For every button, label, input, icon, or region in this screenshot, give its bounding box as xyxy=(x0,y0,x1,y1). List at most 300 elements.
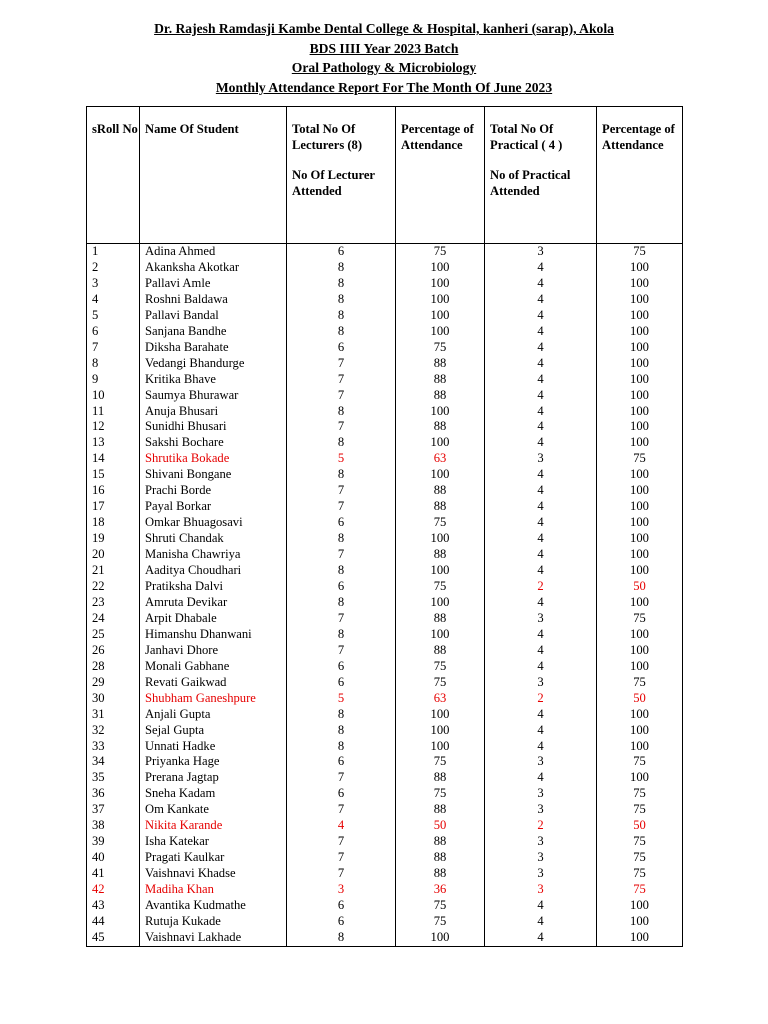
cell-roll: 29 xyxy=(87,675,140,691)
cell-lecture-pct: 88 xyxy=(396,547,485,563)
cell-lectures-attended: 7 xyxy=(287,834,396,850)
cell-lecture-pct: 88 xyxy=(396,834,485,850)
cell-name: Prerana Jagtap xyxy=(140,770,287,786)
cell-name: Arpit Dhabale xyxy=(140,611,287,627)
cell-lecture-pct: 100 xyxy=(396,324,485,340)
table-row xyxy=(87,308,683,324)
cell-roll: 2 xyxy=(87,260,140,276)
cell-name: Shruti Chandak xyxy=(140,531,287,547)
cell-practical-pct: 100 xyxy=(597,515,683,531)
cell-name: Madiha Khan xyxy=(140,882,287,898)
cell-roll: 6 xyxy=(87,324,140,340)
cell-lecture-pct: 75 xyxy=(396,515,485,531)
attendance-table xyxy=(86,106,683,947)
cell-name: Kritika Bhave xyxy=(140,372,287,388)
cell-name: Anjali Gupta xyxy=(140,707,287,723)
cell-lecture-pct: 100 xyxy=(396,627,485,643)
cell-practical-pct: 100 xyxy=(597,276,683,292)
cell-name: Omkar Bhuagosavi xyxy=(140,515,287,531)
cell-practical-pct: 75 xyxy=(597,866,683,882)
cell-lecture-pct: 50 xyxy=(396,818,485,834)
cell-practicals-attended: 4 xyxy=(485,467,597,483)
cell-lectures-attended: 6 xyxy=(287,340,396,356)
col-header-practicals xyxy=(485,107,597,244)
cell-roll: 19 xyxy=(87,531,140,547)
cell-practical-pct: 100 xyxy=(597,356,683,372)
cell-roll: 10 xyxy=(87,388,140,404)
cell-roll: 17 xyxy=(87,499,140,515)
cell-practical-pct: 100 xyxy=(597,419,683,435)
batch-title: BDS IIII Year 2023 Batch xyxy=(309,40,459,56)
table-row xyxy=(87,419,683,435)
cell-lectures-attended: 7 xyxy=(287,802,396,818)
cell-practicals-attended: 4 xyxy=(485,340,597,356)
cell-practical-pct: 50 xyxy=(597,818,683,834)
subject-title: Oral Pathology & Microbiology xyxy=(291,60,477,75)
cell-practicals-attended: 4 xyxy=(485,643,597,659)
cell-practicals-attended: 3 xyxy=(485,882,597,898)
table-row xyxy=(87,356,683,372)
cell-lecture-pct: 88 xyxy=(396,866,485,882)
cell-name: Isha Katekar xyxy=(140,834,287,850)
cell-name: Revati Gaikwad xyxy=(140,675,287,691)
col-header-practicals-attended: No of Practical Attended xyxy=(490,168,571,198)
cell-roll: 35 xyxy=(87,770,140,786)
cell-practicals-attended: 4 xyxy=(485,388,597,404)
cell-roll: 38 xyxy=(87,818,140,834)
cell-lecture-pct: 75 xyxy=(396,579,485,595)
report-header xyxy=(0,19,768,97)
cell-practical-pct: 50 xyxy=(597,579,683,595)
cell-lectures-attended: 3 xyxy=(287,882,396,898)
cell-practical-pct: 100 xyxy=(597,770,683,786)
cell-lectures-attended: 8 xyxy=(287,563,396,579)
cell-lectures-attended: 7 xyxy=(287,866,396,882)
cell-lecture-pct: 100 xyxy=(396,467,485,483)
cell-roll: 41 xyxy=(87,866,140,882)
cell-roll: 16 xyxy=(87,483,140,499)
cell-name: Payal Borkar xyxy=(140,499,287,515)
cell-practicals-attended: 3 xyxy=(485,611,597,627)
table-row xyxy=(87,451,683,467)
cell-practicals-attended: 3 xyxy=(485,866,597,882)
cell-roll: 7 xyxy=(87,340,140,356)
cell-lecture-pct: 100 xyxy=(396,435,485,451)
cell-name: Adina Ahmed xyxy=(140,244,287,260)
cell-lecture-pct: 88 xyxy=(396,419,485,435)
cell-lectures-attended: 7 xyxy=(287,499,396,515)
cell-lectures-attended: 8 xyxy=(287,435,396,451)
cell-lectures-attended: 5 xyxy=(287,691,396,707)
cell-roll: 4 xyxy=(87,292,140,308)
cell-name: Prachi Borde xyxy=(140,483,287,499)
col-header-lectures-attended: No Of Lecturer Attended xyxy=(292,168,375,198)
table-row xyxy=(87,898,683,914)
cell-lecture-pct: 75 xyxy=(396,914,485,930)
cell-lectures-attended: 6 xyxy=(287,515,396,531)
cell-lecture-pct: 100 xyxy=(396,292,485,308)
cell-roll: 34 xyxy=(87,754,140,770)
cell-practical-pct: 100 xyxy=(597,467,683,483)
cell-practical-pct: 100 xyxy=(597,404,683,420)
cell-roll: 26 xyxy=(87,643,140,659)
col-header-lecture-pct: Percentage of Attendance xyxy=(396,107,485,244)
cell-practical-pct: 100 xyxy=(597,388,683,404)
cell-lectures-attended: 6 xyxy=(287,659,396,675)
cell-lectures-attended: 6 xyxy=(287,786,396,802)
cell-roll: 20 xyxy=(87,547,140,563)
table-row xyxy=(87,707,683,723)
table-row xyxy=(87,611,683,627)
cell-lecture-pct: 75 xyxy=(396,675,485,691)
cell-practical-pct: 100 xyxy=(597,499,683,515)
table-row xyxy=(87,547,683,563)
cell-name: Saumya Bhurawar xyxy=(140,388,287,404)
attendance-rows xyxy=(87,244,683,947)
cell-lecture-pct: 88 xyxy=(396,356,485,372)
cell-name: Vaishnavi Lakhade xyxy=(140,930,287,946)
cell-name: Anuja Bhusari xyxy=(140,404,287,420)
cell-lecture-pct: 88 xyxy=(396,372,485,388)
table-row xyxy=(87,723,683,739)
cell-practical-pct: 100 xyxy=(597,372,683,388)
cell-lectures-attended: 8 xyxy=(287,739,396,755)
cell-name: Sneha Kadam xyxy=(140,786,287,802)
cell-roll: 33 xyxy=(87,739,140,755)
cell-practicals-attended: 4 xyxy=(485,260,597,276)
table-row xyxy=(87,324,683,340)
col-header-practicals-total: Total No Of Practical ( 4 ) xyxy=(490,122,563,152)
cell-roll: 9 xyxy=(87,372,140,388)
cell-name: Nikita Karande xyxy=(140,818,287,834)
cell-practicals-attended: 3 xyxy=(485,244,597,260)
cell-name: Unnati Hadke xyxy=(140,739,287,755)
col-header-lectures xyxy=(287,107,396,244)
table-row xyxy=(87,531,683,547)
cell-practical-pct: 75 xyxy=(597,802,683,818)
cell-roll: 37 xyxy=(87,802,140,818)
cell-practicals-attended: 3 xyxy=(485,802,597,818)
cell-roll: 23 xyxy=(87,595,140,611)
table-row xyxy=(87,627,683,643)
cell-lectures-attended: 4 xyxy=(287,818,396,834)
cell-practical-pct: 100 xyxy=(597,739,683,755)
col-header-name: Name Of Student xyxy=(140,107,287,244)
cell-practicals-attended: 4 xyxy=(485,547,597,563)
cell-lectures-attended: 8 xyxy=(287,627,396,643)
cell-lectures-attended: 6 xyxy=(287,675,396,691)
cell-practical-pct: 100 xyxy=(597,324,683,340)
cell-practicals-attended: 4 xyxy=(485,898,597,914)
cell-roll: 15 xyxy=(87,467,140,483)
cell-practical-pct: 100 xyxy=(597,659,683,675)
cell-lecture-pct: 63 xyxy=(396,451,485,467)
cell-roll: 36 xyxy=(87,786,140,802)
table-row xyxy=(87,754,683,770)
cell-lecture-pct: 100 xyxy=(396,723,485,739)
cell-lectures-attended: 7 xyxy=(287,372,396,388)
cell-name: Shrutika Bokade xyxy=(140,451,287,467)
cell-lectures-attended: 7 xyxy=(287,850,396,866)
cell-name: Pratiksha Dalvi xyxy=(140,579,287,595)
cell-lecture-pct: 100 xyxy=(396,563,485,579)
cell-lectures-attended: 7 xyxy=(287,611,396,627)
cell-roll: 25 xyxy=(87,627,140,643)
table-header-row xyxy=(87,107,683,244)
cell-lectures-attended: 6 xyxy=(287,754,396,770)
cell-name: Sejal Gupta xyxy=(140,723,287,739)
cell-practical-pct: 100 xyxy=(597,723,683,739)
cell-lectures-attended: 8 xyxy=(287,404,396,420)
cell-practical-pct: 100 xyxy=(597,627,683,643)
cell-practicals-attended: 4 xyxy=(485,499,597,515)
cell-lecture-pct: 75 xyxy=(396,659,485,675)
cell-lecture-pct: 100 xyxy=(396,308,485,324)
cell-practicals-attended: 4 xyxy=(485,483,597,499)
cell-lectures-attended: 6 xyxy=(287,898,396,914)
cell-roll: 31 xyxy=(87,707,140,723)
table-row xyxy=(87,579,683,595)
cell-practicals-attended: 2 xyxy=(485,579,597,595)
cell-lectures-attended: 8 xyxy=(287,308,396,324)
cell-name: Pragati Kaulkar xyxy=(140,850,287,866)
cell-lecture-pct: 88 xyxy=(396,850,485,866)
cell-practicals-attended: 4 xyxy=(485,770,597,786)
cell-lectures-attended: 7 xyxy=(287,356,396,372)
cell-name: Diksha Barahate xyxy=(140,340,287,356)
cell-practicals-attended: 4 xyxy=(485,930,597,946)
cell-name: Shubham Ganeshpure xyxy=(140,691,287,707)
cell-roll: 44 xyxy=(87,914,140,930)
cell-roll: 1 xyxy=(87,244,140,260)
cell-lectures-attended: 8 xyxy=(287,324,396,340)
cell-name: Roshni Baldawa xyxy=(140,292,287,308)
cell-practical-pct: 75 xyxy=(597,611,683,627)
table-row xyxy=(87,866,683,882)
cell-lectures-attended: 8 xyxy=(287,292,396,308)
cell-roll: 24 xyxy=(87,611,140,627)
cell-lecture-pct: 75 xyxy=(396,786,485,802)
cell-practicals-attended: 4 xyxy=(485,739,597,755)
cell-practicals-attended: 4 xyxy=(485,659,597,675)
table-row xyxy=(87,404,683,420)
cell-practicals-attended: 4 xyxy=(485,356,597,372)
cell-name: Sakshi Bochare xyxy=(140,435,287,451)
cell-practicals-attended: 4 xyxy=(485,372,597,388)
cell-practicals-attended: 3 xyxy=(485,834,597,850)
cell-roll: 21 xyxy=(87,563,140,579)
cell-practicals-attended: 4 xyxy=(485,515,597,531)
cell-lecture-pct: 88 xyxy=(396,483,485,499)
cell-roll: 18 xyxy=(87,515,140,531)
cell-roll: 14 xyxy=(87,451,140,467)
cell-practicals-attended: 4 xyxy=(485,723,597,739)
cell-lecture-pct: 100 xyxy=(396,707,485,723)
cell-practicals-attended: 3 xyxy=(485,786,597,802)
table-row xyxy=(87,372,683,388)
cell-practical-pct: 100 xyxy=(597,707,683,723)
cell-name: Om Kankate xyxy=(140,802,287,818)
cell-lectures-attended: 7 xyxy=(287,388,396,404)
cell-lectures-attended: 7 xyxy=(287,547,396,563)
cell-lectures-attended: 8 xyxy=(287,707,396,723)
cell-practical-pct: 100 xyxy=(597,308,683,324)
college-title: Dr. Rajesh Ramdasji Kambe Dental College & Hospital, kanheri (sarap), Akola xyxy=(154,21,614,36)
cell-practical-pct: 50 xyxy=(597,691,683,707)
cell-practicals-attended: 4 xyxy=(485,914,597,930)
table-row xyxy=(87,595,683,611)
cell-practicals-attended: 2 xyxy=(485,818,597,834)
cell-name: Akanksha Akotkar xyxy=(140,260,287,276)
cell-lectures-attended: 6 xyxy=(287,914,396,930)
cell-lecture-pct: 100 xyxy=(396,739,485,755)
cell-name: Aaditya Choudhari xyxy=(140,563,287,579)
cell-lectures-attended: 7 xyxy=(287,419,396,435)
cell-practicals-attended: 4 xyxy=(485,531,597,547)
cell-roll: 11 xyxy=(87,404,140,420)
table-row xyxy=(87,276,683,292)
cell-roll: 39 xyxy=(87,834,140,850)
cell-lecture-pct: 100 xyxy=(396,276,485,292)
cell-practicals-attended: 3 xyxy=(485,675,597,691)
table-row xyxy=(87,515,683,531)
table-row xyxy=(87,770,683,786)
cell-lecture-pct: 100 xyxy=(396,531,485,547)
table-row xyxy=(87,818,683,834)
cell-name: Vaishnavi Khadse xyxy=(140,866,287,882)
table-row xyxy=(87,802,683,818)
cell-practicals-attended: 4 xyxy=(485,419,597,435)
cell-roll: 5 xyxy=(87,308,140,324)
cell-lecture-pct: 75 xyxy=(396,244,485,260)
table-row xyxy=(87,563,683,579)
cell-lecture-pct: 75 xyxy=(396,754,485,770)
cell-practicals-attended: 4 xyxy=(485,707,597,723)
cell-lectures-attended: 7 xyxy=(287,770,396,786)
table-row xyxy=(87,340,683,356)
col-header-roll: sRoll No xyxy=(87,107,140,244)
table-row xyxy=(87,675,683,691)
cell-name: Pallavi Bandal xyxy=(140,308,287,324)
table-row xyxy=(87,850,683,866)
table-row xyxy=(87,739,683,755)
cell-practical-pct: 75 xyxy=(597,244,683,260)
cell-name: Rutuja Kukade xyxy=(140,914,287,930)
cell-practical-pct: 75 xyxy=(597,850,683,866)
cell-practical-pct: 100 xyxy=(597,531,683,547)
cell-lecture-pct: 88 xyxy=(396,802,485,818)
cell-name: Janhavi Dhore xyxy=(140,643,287,659)
cell-lectures-attended: 8 xyxy=(287,723,396,739)
cell-lecture-pct: 75 xyxy=(396,340,485,356)
cell-lectures-attended: 7 xyxy=(287,643,396,659)
cell-lecture-pct: 88 xyxy=(396,611,485,627)
cell-lecture-pct: 75 xyxy=(396,898,485,914)
cell-lecture-pct: 36 xyxy=(396,882,485,898)
table-row xyxy=(87,834,683,850)
table-row xyxy=(87,659,683,675)
cell-lectures-attended: 7 xyxy=(287,483,396,499)
cell-practical-pct: 100 xyxy=(597,930,683,946)
cell-roll: 30 xyxy=(87,691,140,707)
table-row xyxy=(87,930,683,946)
cell-name: Pallavi Amle xyxy=(140,276,287,292)
cell-roll: 28 xyxy=(87,659,140,675)
table-row xyxy=(87,435,683,451)
cell-practicals-attended: 4 xyxy=(485,292,597,308)
table-row xyxy=(87,260,683,276)
cell-roll: 32 xyxy=(87,723,140,739)
cell-practical-pct: 100 xyxy=(597,292,683,308)
col-header-practical-pct: Percentage of Attendance xyxy=(597,107,683,244)
cell-roll: 42 xyxy=(87,882,140,898)
table-row xyxy=(87,691,683,707)
cell-lecture-pct: 88 xyxy=(396,499,485,515)
cell-roll: 8 xyxy=(87,356,140,372)
table-row xyxy=(87,292,683,308)
cell-practical-pct: 100 xyxy=(597,483,683,499)
cell-practical-pct: 75 xyxy=(597,675,683,691)
table-row xyxy=(87,643,683,659)
cell-lectures-attended: 8 xyxy=(287,595,396,611)
cell-practicals-attended: 4 xyxy=(485,404,597,420)
cell-practicals-attended: 3 xyxy=(485,754,597,770)
cell-roll: 40 xyxy=(87,850,140,866)
cell-name: Priyanka Hage xyxy=(140,754,287,770)
cell-practicals-attended: 4 xyxy=(485,563,597,579)
cell-lectures-attended: 8 xyxy=(287,276,396,292)
cell-practical-pct: 100 xyxy=(597,547,683,563)
cell-roll: 12 xyxy=(87,419,140,435)
cell-practical-pct: 75 xyxy=(597,451,683,467)
cell-name: Shivani Bongane xyxy=(140,467,287,483)
cell-name: Avantika Kudmathe xyxy=(140,898,287,914)
cell-lecture-pct: 88 xyxy=(396,388,485,404)
cell-name: Monali Gabhane xyxy=(140,659,287,675)
table-row xyxy=(87,499,683,515)
cell-practical-pct: 100 xyxy=(597,595,683,611)
cell-name: Sanjana Bandhe xyxy=(140,324,287,340)
col-header-lectures-total: Total No Of Lecturers (8) xyxy=(292,122,363,152)
cell-lectures-attended: 8 xyxy=(287,260,396,276)
cell-practical-pct: 100 xyxy=(597,643,683,659)
cell-practical-pct: 100 xyxy=(597,340,683,356)
table-row xyxy=(87,483,683,499)
cell-name: Himanshu Dhanwani xyxy=(140,627,287,643)
cell-lecture-pct: 63 xyxy=(396,691,485,707)
table-row xyxy=(87,786,683,802)
cell-practicals-attended: 4 xyxy=(485,435,597,451)
cell-practicals-attended: 4 xyxy=(485,595,597,611)
cell-lectures-attended: 6 xyxy=(287,579,396,595)
cell-roll: 43 xyxy=(87,898,140,914)
report-title: Monthly Attendance Report For The Month Of June 2023 xyxy=(215,79,553,95)
cell-lectures-attended: 8 xyxy=(287,930,396,946)
cell-practical-pct: 75 xyxy=(597,882,683,898)
cell-name: Sunidhi Bhusari xyxy=(140,419,287,435)
cell-lecture-pct: 100 xyxy=(396,260,485,276)
cell-practical-pct: 75 xyxy=(597,786,683,802)
cell-roll: 22 xyxy=(87,579,140,595)
cell-roll: 45 xyxy=(87,930,140,946)
cell-lecture-pct: 100 xyxy=(396,404,485,420)
cell-practicals-attended: 4 xyxy=(485,276,597,292)
cell-lectures-attended: 8 xyxy=(287,531,396,547)
table-row xyxy=(87,882,683,898)
cell-lecture-pct: 88 xyxy=(396,643,485,659)
cell-practicals-attended: 3 xyxy=(485,850,597,866)
cell-name: Manisha Chawriya xyxy=(140,547,287,563)
